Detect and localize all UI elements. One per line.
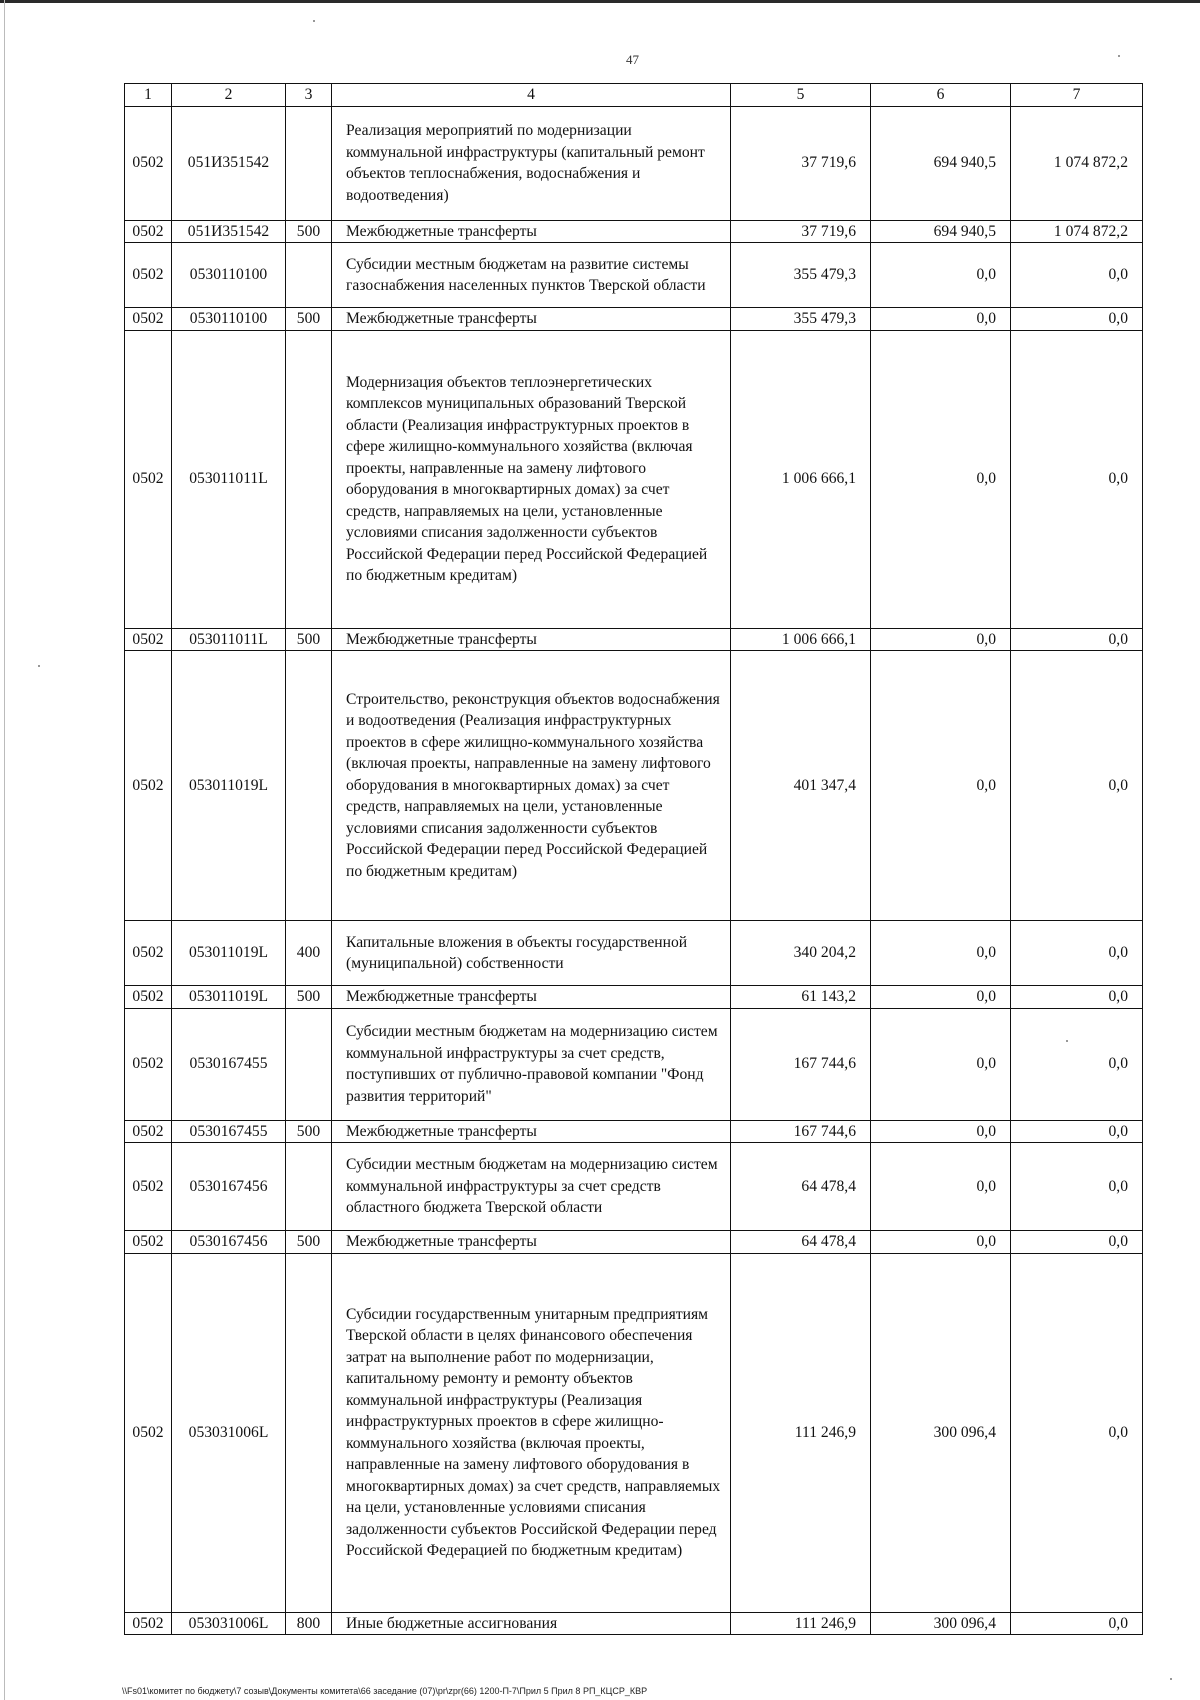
expense-type-cell: 400	[286, 921, 332, 986]
table-row	[125, 1143, 1143, 1231]
amount-col6-cell: 0,0	[871, 330, 1011, 628]
amount-col7-cell: 0,0	[1011, 1120, 1143, 1143]
amount-col7-cell: 0,0	[1011, 243, 1143, 308]
scan-speck	[38, 665, 40, 667]
target-article-cell: 053031006L	[172, 1253, 286, 1612]
item-name-cell: Межбюджетные трансферты	[332, 308, 731, 331]
table-row	[125, 308, 1143, 331]
scan-speck	[1170, 1678, 1172, 1680]
amount-col5-cell: 37 719,6	[731, 220, 871, 243]
amount-col5-cell: 167 744,6	[731, 1008, 871, 1120]
table-row	[125, 921, 1143, 986]
table-row	[125, 986, 1143, 1009]
amount-col5-cell: 355 479,3	[731, 308, 871, 331]
section-code-cell: 0502	[125, 1612, 172, 1635]
section-code-cell: 0502	[125, 106, 172, 220]
amount-col5-cell: 64 478,4	[731, 1143, 871, 1231]
amount-col7-cell: 0,0	[1011, 330, 1143, 628]
item-name-cell: Модернизация объектов теплоэнергетических комплексов муниципальных образований Тверской области (Реализация инфраструктурных проектов в сфере жилищно-коммунального хозяйства (включая проекты, направленные на замену лифтового оборудования в многоквартирных домах) за счет средств, направляемых на цели, установленные условиями списания задолженности субъектов Российской Федерации перед Российской Федерацией по бюджетным кредитам)	[332, 330, 731, 628]
item-name-cell: Субсидии местным бюджетам на развитие системы газоснабжения населенных пунктов Тверской области	[332, 243, 731, 308]
item-name-cell: Реализация мероприятий по модернизации коммунальной инфраструктуры (капитальный ремонт объектов теплоснабжения, водоснабжения и водоотведения)	[332, 106, 731, 220]
expense-type-cell	[286, 330, 332, 628]
expense-type-cell: 500	[286, 986, 332, 1009]
item-name-cell: Иные бюджетные ассигнования	[332, 1612, 731, 1635]
target-article-cell: 053011011L	[172, 628, 286, 651]
page-left-edge	[4, 0, 5, 1700]
scan-speck	[313, 20, 315, 22]
amount-col6-cell: 0,0	[871, 921, 1011, 986]
amount-col6-cell: 0,0	[871, 986, 1011, 1009]
amount-col6-cell: 0,0	[871, 1008, 1011, 1120]
column-header-6: 6	[871, 84, 1011, 107]
column-header-5: 5	[731, 84, 871, 107]
section-code-cell: 0502	[125, 986, 172, 1009]
amount-col7-cell: 1 074 872,2	[1011, 106, 1143, 220]
amount-col5-cell: 1 006 666,1	[731, 330, 871, 628]
scan-speck	[1118, 55, 1120, 57]
amount-col5-cell: 111 246,9	[731, 1612, 871, 1635]
amount-col6-cell: 0,0	[871, 308, 1011, 331]
column-header-1: 1	[125, 84, 172, 107]
column-header-2: 2	[172, 84, 286, 107]
section-code-cell: 0502	[125, 1143, 172, 1231]
item-name-cell: Субсидии местным бюджетам на модернизацию систем коммунальной инфраструктуры за счет средств областного бюджета Тверской области	[332, 1143, 731, 1231]
expense-type-cell: 500	[286, 1120, 332, 1143]
item-name-cell: Межбюджетные трансферты	[332, 220, 731, 243]
amount-col5-cell: 355 479,3	[731, 243, 871, 308]
amount-col5-cell: 64 478,4	[731, 1231, 871, 1254]
amount-col7-cell: 0,0	[1011, 1008, 1143, 1120]
amount-col6-cell: 694 940,5	[871, 106, 1011, 220]
item-name-cell: Субсидии местным бюджетам на модернизацию систем коммунальной инфраструктуры за счет средств, поступивших от публично-правовой компании "Фонд развития территорий"	[332, 1008, 731, 1120]
amount-col7-cell: 0,0	[1011, 1143, 1143, 1231]
target-article-cell: 053031006L	[172, 1612, 286, 1635]
amount-col7-cell: 0,0	[1011, 651, 1143, 921]
item-name-cell: Межбюджетные трансферты	[332, 1231, 731, 1254]
item-name-cell: Межбюджетные трансферты	[332, 1120, 731, 1143]
expense-type-cell: 500	[286, 308, 332, 331]
item-name-cell: Строительство, реконструкция объектов водоснабжения и водоотведения (Реализация инфраструктурных проектов в сфере жилищно-коммунального хозяйства (включая проекты, направленные на замену лифтового оборудования в многоквартирных домах) за счет средств, направляемых на цели, установленные условиями списания задолженности субъектов Российской Федерации перед Российской Федерацией по бюджетным кредитам)	[332, 651, 731, 921]
table-row	[125, 651, 1143, 921]
section-code-cell: 0502	[125, 1008, 172, 1120]
column-header-3: 3	[286, 84, 332, 107]
section-code-cell: 0502	[125, 220, 172, 243]
amount-col5-cell: 167 744,6	[731, 1120, 871, 1143]
amount-col5-cell: 401 347,4	[731, 651, 871, 921]
section-code-cell: 0502	[125, 1231, 172, 1254]
section-code-cell: 0502	[125, 308, 172, 331]
amount-col6-cell: 0,0	[871, 243, 1011, 308]
target-article-cell: 0530167456	[172, 1231, 286, 1254]
amount-col6-cell: 300 096,4	[871, 1612, 1011, 1635]
expense-type-cell	[286, 106, 332, 220]
amount-col7-cell: 1 074 872,2	[1011, 220, 1143, 243]
budget-table	[124, 83, 1143, 1635]
amount-col7-cell: 0,0	[1011, 308, 1143, 331]
amount-col6-cell: 0,0	[871, 628, 1011, 651]
page-top-edge	[0, 0, 1200, 3]
item-name-cell: Субсидии государственным унитарным предприятиям Тверской области в целях финансового обеспечения затрат на выполнение работ по модернизации, капитальному ремонту и ремонту объектов коммунальной инфраструктуры (Реализация инфраструктурных проектов в сфере жилищно-коммунального хозяйства (включая проекты, направленные на замену лифтового оборудования в многоквартирных домах) за счет средств, направляемых на цели, установленные условиями списания задолженности субъектов Российской Федерации перед Российской Федерацией по бюджетным кредитам)	[332, 1253, 731, 1612]
target-article-cell: 0530167455	[172, 1120, 286, 1143]
table-row	[125, 1253, 1143, 1612]
amount-col5-cell: 1 006 666,1	[731, 628, 871, 651]
section-code-cell: 0502	[125, 651, 172, 921]
amount-col7-cell: 0,0	[1011, 628, 1143, 651]
amount-col6-cell: 694 940,5	[871, 220, 1011, 243]
amount-col7-cell: 0,0	[1011, 921, 1143, 986]
amount-col6-cell: 0,0	[871, 1231, 1011, 1254]
table-row	[125, 220, 1143, 243]
table-row	[125, 1008, 1143, 1120]
section-code-cell: 0502	[125, 921, 172, 986]
item-name-cell: Капитальные вложения в объекты государственной (муниципальной) собственности	[332, 921, 731, 986]
amount-col7-cell: 0,0	[1011, 1253, 1143, 1612]
expense-type-cell: 800	[286, 1612, 332, 1635]
target-article-cell: 051И351542	[172, 220, 286, 243]
section-code-cell: 0502	[125, 1120, 172, 1143]
expense-type-cell	[286, 651, 332, 921]
target-article-cell: 053011019L	[172, 651, 286, 921]
target-article-cell: 053011019L	[172, 986, 286, 1009]
expense-type-cell: 500	[286, 1231, 332, 1254]
amount-col5-cell: 340 204,2	[731, 921, 871, 986]
column-number-header-row	[125, 84, 1143, 107]
amount-col5-cell: 111 246,9	[731, 1253, 871, 1612]
amount-col6-cell: 0,0	[871, 1120, 1011, 1143]
amount-col6-cell: 0,0	[871, 651, 1011, 921]
target-article-cell: 0530167456	[172, 1143, 286, 1231]
scan-speck	[1066, 1040, 1068, 1042]
item-name-cell: Межбюджетные трансферты	[332, 986, 731, 1009]
amount-col5-cell: 61 143,2	[731, 986, 871, 1009]
expense-type-cell	[286, 1253, 332, 1612]
table-row	[125, 1120, 1143, 1143]
target-article-cell: 0530110100	[172, 308, 286, 331]
table-row	[125, 243, 1143, 308]
target-article-cell: 0530110100	[172, 243, 286, 308]
item-name-cell: Межбюджетные трансферты	[332, 628, 731, 651]
column-header-7: 7	[1011, 84, 1143, 107]
section-code-cell: 0502	[125, 628, 172, 651]
expense-type-cell: 500	[286, 628, 332, 651]
column-header-4: 4	[332, 84, 731, 107]
amount-col7-cell: 0,0	[1011, 986, 1143, 1009]
expense-type-cell	[286, 1008, 332, 1120]
footer-file-path: \\Fs01\комитет по бюджету\7 созыв\Документы комитета\66 заседание (07)\pr\zpr(66) 1200-П-7\Прил 5 Прил 8 РП_КЦСР_КВР	[122, 1686, 648, 1696]
table-row	[125, 628, 1143, 651]
amount-col6-cell: 300 096,4	[871, 1253, 1011, 1612]
expense-type-cell	[286, 1143, 332, 1231]
table-row	[125, 1612, 1143, 1635]
table-row	[125, 1231, 1143, 1254]
expense-type-cell: 500	[286, 220, 332, 243]
target-article-cell: 051И351542	[172, 106, 286, 220]
target-article-cell: 053011019L	[172, 921, 286, 986]
table-row	[125, 330, 1143, 628]
section-code-cell: 0502	[125, 1253, 172, 1612]
table-row	[125, 106, 1143, 220]
amount-col7-cell: 0,0	[1011, 1612, 1143, 1635]
amount-col6-cell: 0,0	[871, 1143, 1011, 1231]
page-number: 47	[626, 52, 639, 67]
expense-type-cell	[286, 243, 332, 308]
section-code-cell: 0502	[125, 330, 172, 628]
amount-col7-cell: 0,0	[1011, 1231, 1143, 1254]
target-article-cell: 053011011L	[172, 330, 286, 628]
target-article-cell: 0530167455	[172, 1008, 286, 1120]
section-code-cell: 0502	[125, 243, 172, 308]
amount-col5-cell: 37 719,6	[731, 106, 871, 220]
